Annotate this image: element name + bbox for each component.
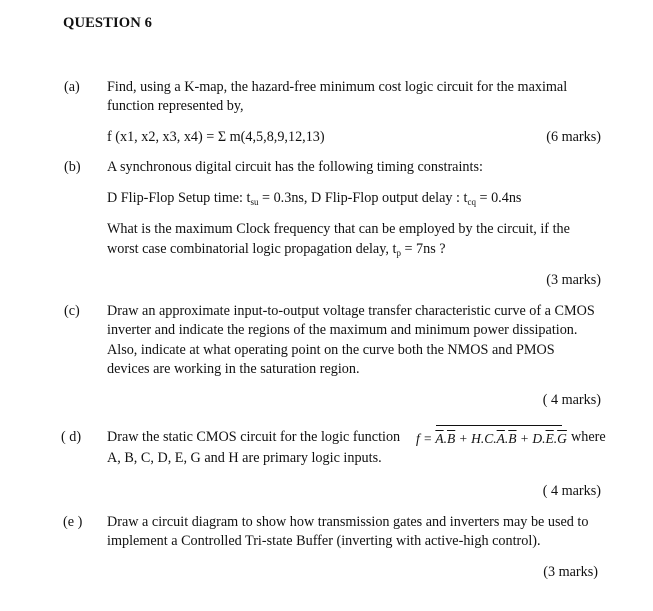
plus-2: + <box>516 431 533 446</box>
part-a-formula: f (x1, x2, x3, x4) = Σ m(4,5,8,9,12,13) <box>107 129 325 145</box>
dot-2: . <box>504 431 509 446</box>
logic-expression-overbar <box>436 425 562 426</box>
output-delay-value: = 0.4ns <box>475 190 522 206</box>
part-c-line-1: Draw an approximate input-to-output voltage transfer characteristic curve of a CMOS <box>107 303 595 319</box>
part-e-line-1: Draw a circuit diagram to show how transmission gates and inverters may be used to <box>107 514 589 530</box>
term2-prefix: H.C. <box>471 431 497 446</box>
output-delay-text: = 0.3ns, D Flip-Flop output delay : t <box>258 190 468 206</box>
f-equals: f = <box>416 431 436 446</box>
part-e-line-2: implement a Controlled Tri-state Buffer (inverting with active-high control). <box>107 533 541 549</box>
part-e-marks: (3 marks) <box>543 564 598 580</box>
part-d-line-2: A, B, C, D, E, G and H are primary logic inputs. <box>107 450 382 466</box>
part-e-label: (e ) <box>63 514 83 530</box>
setup-time-text: D Flip-Flop Setup time: t <box>107 190 251 206</box>
part-b-label: (b) <box>64 159 81 175</box>
term3-g: $\overline{G}$ <box>557 431 567 446</box>
part-d-label: ( d) <box>61 429 82 445</box>
setup-subscript: su <box>250 197 259 207</box>
prop-delay-subscript: p <box>396 248 401 258</box>
prop-delay-text: worst case combinatorial logic propagation delay, t <box>107 241 397 257</box>
term2-b: $\overline{B}$ <box>508 431 517 446</box>
part-b-marks: (3 marks) <box>546 272 601 288</box>
part-a-line-2: function represented by, <box>107 98 244 114</box>
logic-expression <box>416 431 567 447</box>
part-d-line-1: Draw the static CMOS circuit for the logic function <box>107 429 401 445</box>
term3-prefix: D. <box>532 431 546 446</box>
term3-e: $\overline{E}$ <box>545 431 554 446</box>
part-a-label: (a) <box>64 79 80 95</box>
part-c-line-4: devices are working in the saturation region. <box>107 361 360 377</box>
dot-1: . <box>443 431 447 446</box>
term1-a: $\overline{A}$ <box>435 431 444 446</box>
prop-delay-value: = 7ns ? <box>400 241 446 257</box>
plus-1: + <box>455 431 472 446</box>
part-a-marks: (6 marks) <box>546 129 601 145</box>
output-delay-subscript: cq <box>467 197 476 207</box>
part-b-line-1: A synchronous digital circuit has the following timing constraints: <box>107 159 483 175</box>
part-b-line-4 <box>107 241 446 258</box>
term2-a: $\overline{A}$ <box>496 431 505 446</box>
part-d-where: where <box>571 429 606 445</box>
dot-3: . <box>553 431 558 446</box>
part-c-label: (c) <box>64 303 80 319</box>
part-c-line-3: Also, indicate at what operating point on the curve both the NMOS and PMOS <box>107 342 555 358</box>
part-b-line-3: What is the maximum Clock frequency that can be employed by the circuit, if the <box>107 221 570 237</box>
part-c-line-2: inverter and indicate the regions of the maximum and minimum power dissipation. <box>107 322 578 338</box>
term1-b: $\overline{B}$ <box>447 431 456 446</box>
part-a-line-1: Find, using a K-map, the hazard-free minimum cost logic circuit for the maximal <box>107 79 568 95</box>
part-c-marks: ( 4 marks) <box>542 392 601 408</box>
part-d-marks: ( 4 marks) <box>542 483 601 499</box>
question-title: QUESTION 6 <box>63 15 152 31</box>
part-b-timing-line <box>107 190 521 207</box>
